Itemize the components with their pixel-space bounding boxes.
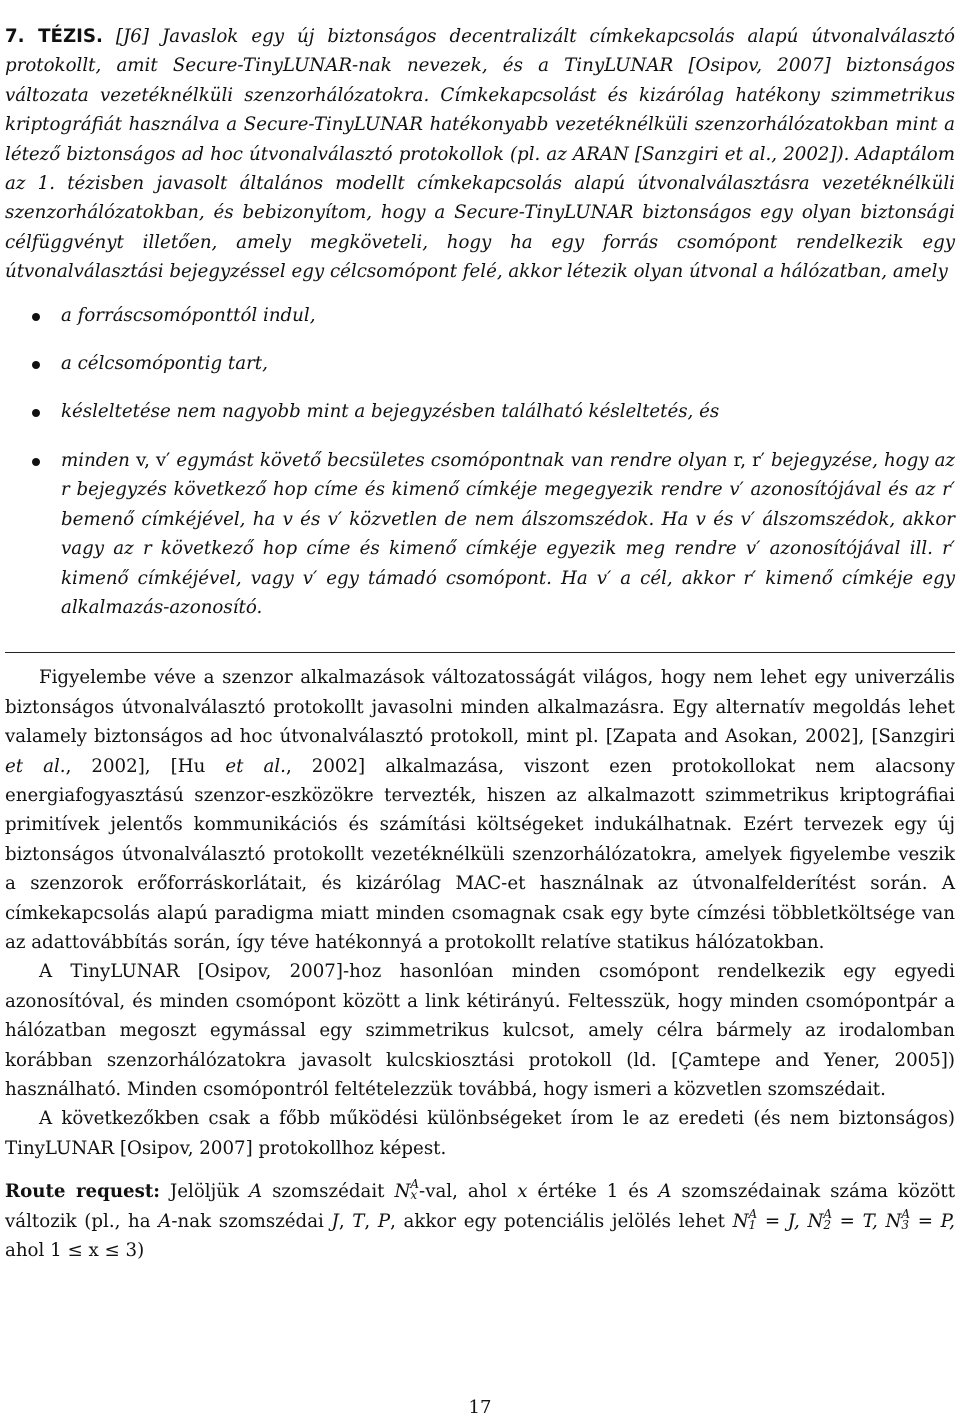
paragraph-motivation: Figyelembe véve a szenzor alkalmazások változatosságát világos, hogy nem lehet egy univerzális biztonságos útvonalválasztó protokollt javasolni minden alkalmazásra. Egy alternatív megoldás lehet valamely biztonságos ad hoc útvonalválasztó protokoll, mint pl. [Zapata and Asokan, 2002], [Sanzgiri et al., 2002], [Hu et al., 2002] alkalmazása, viszont ezen protokollokat nem alacsony energiafogyasztású szenzor-eszközökre tervezték, hiszen az alkalmazott szimmetrikus kriptográfiai primitívek jelentős kommunikációs és számítási költségeket indukálhatnak. Ezért tervezek egy új biztonságos útvonalválasztó protokollt vezetéknélküli szenzorhálózatokra, amelyek figyelembe veszik a szenzorok erőforráskorlátait, és kizárólag MAC-et használnak az útvonalfelderítést során. A címkekapcsolás alapú paradigma miatt minden csomagnak csak egy byte címzési többletköltsége van az adattovábbítás során, így téve hatékonnyá a protokollt relatíve statikus hálózatokban. — [5, 667, 956, 953]
list-item: a célcsomópontig tart, — [5, 349, 955, 378]
section-divider — [5, 652, 955, 653]
thesis-text: [J6] Javaslok egy új biztonságos decentralizált címkekapcsolás alapú útvonalválasztó protokollt, amit Secure-TinyLUNAR-nak nevezek, és a TinyLUNAR [Osipov, 2007] biztonságos változata vezetéknélküli szenzorhálózatokra. Címkekapcsolást és kizárólag hatékony szimmetrikus kriptográfiát használva a Secure-TinyLUNAR hatékonyabb vezetéknélküli szenzorhálózatokban mint a létező biztonságos ad hoc útvonalválasztó protokollok (pl. az ARAN [Sanzgiri et al., 2002]). Adaptálom az 1. tézisben javasolt általános modellt címkekapcsolás alapú útvonalválasztásra vezetéknélküli szenzorhálózatokban, és bebizonyítom, hogy a Secure-TinyLUNAR biztonságos egy olyan biztonsági célfüggvényt illetően, amely megköveteli, hogy ha egy forrás csomópont rendelkezik egy útvonalválasztási bejegyzéssel egy célcsomópont felé, akkor létezik olyan útvonal a hálózatban, amely — [5, 26, 955, 283]
document-page — [5, 22, 955, 1265]
list-item: minden v, v′ egymást követő becsületes csomópontnak van rendre olyan r, r′ bejegyzése, hogy az r bejegyzés következő hop címe és kimenő címkéje megegyezik rendre v′ azonosítójával és az r′ bemenő címkéjével, ha v és v′ közvetlen de nem álszomszédok. Ha v és v′ álszomszédok, akkor vagy az r következő hop címe és kimenő címkéje egyezik meg rendre v′ azonosítójával ill. r′ kimenő címkéjével, vagy v′ egy támadó csomópont. Ha v′ a cél, akkor r′ kimenő címkéje egy alkalmazás-azonosító. — [5, 446, 955, 622]
paragraph-route-request: Route request: Jelöljük A szomszédait N A x -val, ahol x értéke 1 és A szomszédainak száma között változik (pl., ha A-nak szomszédai J, T, P, akkor egy potenciális jelölés lehet N A 1 = J, N A 2 = T, N A 3 = P, ahol 1 ≤ x ≤ 3) — [5, 1177, 956, 1262]
list-item: késleltetése nem nagyobb mint a bejegyzésben található késleltetés, és — [5, 397, 955, 426]
route-request-label: Route request: — [5, 1181, 160, 1203]
body-text — [5, 663, 955, 1265]
thesis-paragraph — [5, 22, 955, 287]
bullet-icon — [32, 361, 40, 369]
paragraph-assumptions: A TinyLUNAR [Osipov, 2007]-hoz hasonlóan minden csomópont rendelkezik egy egyedi azonosítóval, és minden csomópont között a link kétirányú. Feltesszük, hogy minden csomópontpár a hálózatban megoszt egymással egy szimmetrikus kulcsot, amely célra bármely az irodalomban korábban szenzorhálózatokra javasolt kulcskiosztási protokoll (ld. [Çamtepe and Yener, 2005]) használható. Minden csomópontról feltételezzük továbbá, hogy ismeri a közvetlen szomszédait. — [5, 961, 955, 1100]
page-number: 17 — [468, 1397, 492, 1418]
bullet-icon — [32, 409, 40, 417]
thesis-conditions-list — [5, 301, 955, 623]
bullet-icon — [32, 458, 40, 466]
list-item: a forráscsomóponttól indul, — [5, 301, 955, 330]
thesis-number: 7. TÉZIS. — [5, 26, 103, 47]
bullet-icon — [32, 313, 40, 321]
paragraph-differences: A következőkben csak a főbb működési különbségeket írom le az eredeti (és nem biztonságos) TinyLUNAR [Osipov, 2007] protokollhoz képest. — [5, 1108, 955, 1159]
